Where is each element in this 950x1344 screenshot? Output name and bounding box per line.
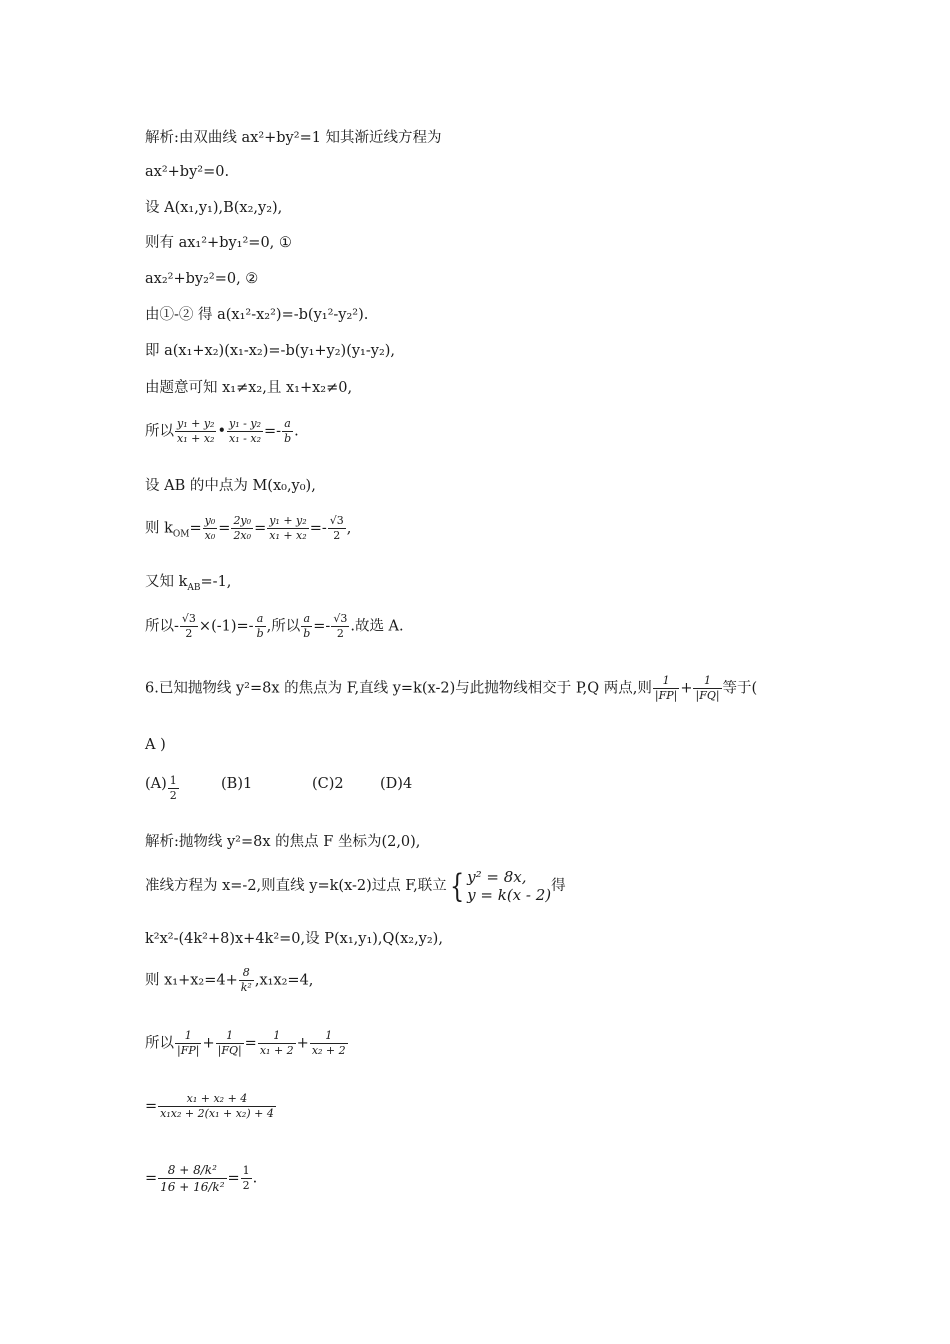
text: .: [294, 423, 299, 440]
formula-line: [145, 1029, 349, 1058]
line-text: k²x²-(4k²+8)x+4k²=0,设 P(x₁,y₁),Q(x₂,y₂),: [145, 931, 443, 947]
denominator: |FP|: [177, 1044, 200, 1057]
numerator: 8 + 8/k²: [158, 1162, 226, 1179]
formula-line: [145, 417, 299, 446]
numerator: y₁ + y₂: [269, 514, 307, 527]
fraction: [175, 417, 216, 446]
fraction: [203, 514, 218, 543]
option-text: (B)1: [221, 776, 253, 792]
line-text: 由①-② 得 a(x₁²-x₂²)=-b(y₁²-y₂²).: [145, 307, 369, 323]
option-text: (D)4: [380, 776, 413, 792]
text: =-: [313, 618, 331, 635]
fraction: [282, 417, 293, 446]
text: 得: [551, 878, 566, 894]
text-line: [145, 929, 443, 949]
line-text: ax₂²+by₂²=0, ②: [145, 271, 259, 287]
dot: •: [217, 423, 227, 440]
subscript: OM: [172, 529, 190, 540]
denominator: x₀: [204, 529, 216, 542]
text: =: [227, 1170, 240, 1187]
formula-line: [145, 572, 231, 592]
fraction: [227, 417, 263, 446]
numerator: y₀: [204, 514, 216, 527]
formula-line: [145, 514, 351, 543]
text: ,: [346, 520, 352, 537]
text: =-: [264, 423, 282, 440]
numerator: 1: [169, 774, 177, 787]
fraction: [255, 612, 266, 641]
denominator: 2: [333, 529, 341, 542]
text: +: [202, 1035, 215, 1052]
fraction: [168, 774, 179, 803]
denominator: 16 + 16/k²: [160, 1180, 225, 1194]
fraction: [239, 966, 254, 995]
option-a-label: (A): [145, 776, 167, 792]
numerator: 1: [216, 1029, 244, 1044]
fraction: [216, 1029, 244, 1058]
numerator: 1: [693, 674, 721, 689]
text: =: [189, 520, 202, 537]
formula-line: [145, 1092, 277, 1121]
text: =: [244, 1035, 257, 1052]
text: ,所以: [266, 618, 301, 635]
denominator: x₁ - x₂: [229, 432, 261, 445]
option-text: (C)2: [312, 776, 344, 792]
fraction: [241, 1164, 252, 1193]
brace: {: [449, 867, 465, 905]
numerator: √3: [329, 514, 344, 527]
numerator: a: [255, 612, 266, 627]
numerator: 2y₀: [233, 514, 252, 527]
fraction: [267, 514, 308, 543]
denominator: k²: [240, 981, 252, 994]
text-line: [145, 305, 368, 325]
denominator: b: [284, 432, 292, 445]
line-text: 则有 ax₁²+by₁²=0, ①: [145, 235, 292, 251]
fraction: [175, 1029, 201, 1058]
equation: y = k(x - 2): [467, 886, 552, 904]
text: 所以-: [145, 618, 179, 635]
denominator: x₁x₂ + 2(x₁ + x₂) + 4: [160, 1107, 274, 1120]
numerator: 1: [653, 674, 679, 689]
fraction: [653, 674, 679, 703]
fraction: [328, 514, 346, 543]
text: 所以: [145, 1035, 174, 1052]
subscript: AB: [187, 582, 201, 593]
numerator: a: [282, 417, 293, 432]
text-line: [145, 476, 316, 496]
text: =: [218, 520, 231, 537]
denominator: |FP|: [654, 689, 678, 702]
text: +: [296, 1035, 309, 1052]
line-text: 设 AB 的中点为 M(x₀,y₀),: [145, 478, 316, 494]
equation: y² = 8x,: [467, 868, 527, 886]
denominator: 2x₀: [233, 529, 252, 542]
formula-line: [145, 612, 404, 641]
text: 准线方程为 x=-2,则直线 y=k(x-2)过点 F,联立: [145, 878, 447, 894]
line-text: ax²+by²=0.: [145, 164, 230, 180]
numerator: y₁ + y₂: [177, 417, 215, 430]
denominator: |FQ|: [217, 1044, 242, 1057]
numerator: y₁ - y₂: [229, 417, 261, 430]
text: 则 k: [145, 520, 173, 537]
denominator: 2: [185, 627, 193, 640]
text: 所以: [145, 423, 174, 440]
fraction: [301, 612, 312, 641]
numerator: a: [301, 612, 312, 627]
text: 又知 k: [145, 574, 188, 590]
text-line: [145, 128, 442, 148]
question-6-stem: [145, 674, 757, 703]
text: =: [145, 1098, 158, 1115]
option-b: [221, 774, 252, 794]
fraction: [158, 1092, 276, 1121]
denominator: 2: [242, 1179, 250, 1192]
options-line: [145, 774, 180, 803]
fraction: [231, 514, 253, 543]
text: .: [252, 1170, 258, 1187]
text-line: [145, 341, 395, 361]
numerator: √3: [333, 612, 348, 625]
answer-text: A ): [145, 737, 166, 753]
line-text: 由题意可知 x₁≠x₂,且 x₁+x₂≠0,: [145, 380, 353, 396]
fraction: [258, 1029, 296, 1058]
formula-line: [145, 966, 313, 995]
denominator: b: [256, 627, 264, 640]
numerator: x₁ + x₂ + 4: [158, 1092, 276, 1107]
denominator: 2: [336, 627, 344, 640]
text: ,x₁x₂=4,: [254, 972, 314, 989]
numerator: 1: [242, 1164, 250, 1177]
text: =: [254, 520, 267, 537]
text-line: [145, 832, 420, 852]
formula-line: [145, 1162, 257, 1195]
answer-line: [145, 735, 166, 755]
numerator: √3: [181, 612, 196, 625]
text-line: [145, 198, 282, 218]
text-line: [145, 233, 292, 253]
text: =-1,: [200, 574, 232, 590]
option-c: [312, 774, 344, 794]
denominator: x₁ + x₂: [177, 432, 215, 445]
line-text: 设 A(x₁,y₁),B(x₂,y₂),: [145, 200, 283, 216]
text: +: [680, 680, 693, 697]
denominator: b: [303, 627, 311, 640]
equation-system: [467, 868, 551, 904]
text: .故选 A.: [350, 618, 404, 635]
fraction: [310, 1029, 348, 1058]
fraction: [158, 1162, 226, 1195]
text: 6.已知抛物线 y²=8x 的焦点为 F,直线 y=k(x-2)与此抛物线相交于 P,Q 两点,则: [145, 680, 652, 697]
formula-line: [145, 868, 566, 904]
fraction: [693, 674, 721, 703]
denominator: |FQ|: [695, 689, 720, 702]
option-d: [380, 774, 412, 794]
text: =-: [309, 520, 327, 537]
text: 等于(: [722, 680, 758, 697]
fraction: [180, 612, 198, 641]
denominator: x₁ + 2: [259, 1044, 294, 1057]
numerator: 1: [175, 1029, 201, 1044]
line-text: 解析:由双曲线 ax²+by²=1 知其渐近线方程为: [145, 130, 442, 146]
fraction: [331, 612, 349, 641]
text: 则 x₁+x₂=4+: [145, 972, 238, 989]
numerator: 1: [310, 1029, 348, 1044]
numerator: 8: [239, 966, 254, 981]
text-line: [145, 378, 352, 398]
denominator: 2: [169, 789, 177, 802]
denominator: x₁ + x₂: [269, 529, 307, 542]
line-text: 即 a(x₁+x₂)(x₁-x₂)=-b(y₁+y₂)(y₁-y₂),: [145, 343, 396, 359]
numerator: 1: [258, 1029, 296, 1044]
text-line: [145, 162, 229, 182]
line-text: 解析:抛物线 y²=8x 的焦点 F 坐标为(2,0),: [145, 834, 421, 850]
text: ×(-1)=-: [198, 618, 254, 635]
text: =: [145, 1170, 158, 1187]
text-line: [145, 269, 258, 289]
denominator: x₂ + 2: [311, 1044, 346, 1057]
